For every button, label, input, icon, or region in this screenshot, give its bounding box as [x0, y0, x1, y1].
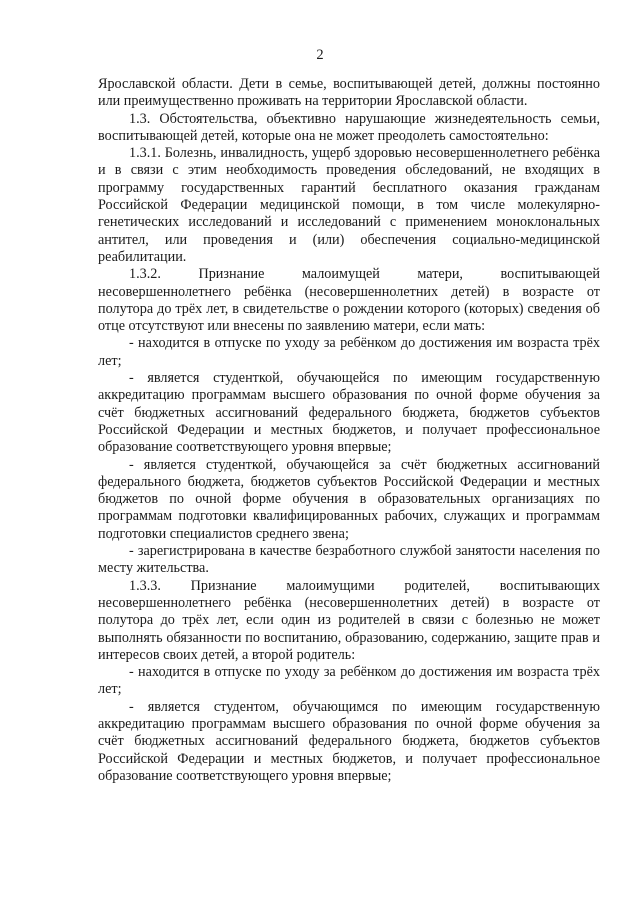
list-item: - находится в отпуске по уходу за ребёнком до достижения им возраста трёх лет;	[98, 664, 600, 698]
list-item: - является студенткой, обучающейся за счёт бюджетных ассигнований федерального бюджета, бюджетов субъектов Российской Федерации и местных бюджетов по очной форме обучения в образовательных организациях по программам подготовки квалифицированных рабочих, служащих и программам подготовки специалистов среднего звена;	[98, 456, 600, 542]
list-item: - зарегистрирована в качестве безработного службой занятости населения по месту жительства.	[98, 543, 600, 577]
document-body	[98, 76, 600, 785]
paragraph-1-3-1: 1.3.1. Болезнь, инвалидность, ущерб здоровью несовершеннолетнего ребёнка и в связи с этим необходимость проведения обследований, не входящих в программу государственных гарантий бесплатного оказания гражданам Российской Федерации медицинской помощи, в том числе молекулярно-генетических исследований и исследований с применением моноклональных антител, или проведения и (или) обеспечения социально-медицинской реабилитации.	[98, 145, 600, 265]
paragraph-1-3: 1.3. Обстоятельства, объективно нарушающие жизнедеятельность семьи, воспитывающей детей, которые она не может преодолеть самостоятельно:	[98, 110, 600, 144]
list-item: - находится в отпуске по уходу за ребёнком до достижения им возраста трёх лет;	[98, 335, 600, 369]
paragraph-1-3-2: 1.3.2. Признание малоимущей матери, воспитывающей несовершеннолетнего ребёнка (несовершеннолетних детей) в возрасте от полутора до трёх лет, в свидетельстве о рождении которого (которых) сведения об отце отсутствуют или внесены по заявлению матери, если мать:	[98, 266, 600, 335]
page-number: 2	[316, 47, 324, 63]
list-item: - является студенткой, обучающейся по имеющим государственную аккредитацию программам высшего образования по очной форме обучения за счёт бюджетных ассигнований федерального бюджета, бюджетов субъектов Российской Федерации и местных бюджетов, и получает профессиональное образование соответствующего уровня впервые;	[98, 370, 600, 456]
paragraph-1-3-3: 1.3.3. Признание малоимущими родителей, воспитывающих несовершеннолетнего ребёнка (несовершеннолетних детей) в возрасте от полутора до трёх лет, если один из родителей в связи с болезнью не может выполнять обязанности по воспитанию, образованию, содержанию, защите прав и интересов своих детей, а второй родитель:	[98, 577, 600, 663]
paragraph-continuation: Ярославской области. Дети в семье, воспитывающей детей, должны постоянно или преимущественно проживать на территории Ярославской области.	[98, 76, 600, 110]
list-item: - является студентом, обучающимся по имеющим государственную аккредитацию программам высшего образования по очной форме обучения за счёт бюджетных ассигнований федерального бюджета, бюджетов субъектов Российской Федерации и местных бюджетов, и получает профессиональное образование соответствующего уровня впервые;	[98, 698, 600, 784]
